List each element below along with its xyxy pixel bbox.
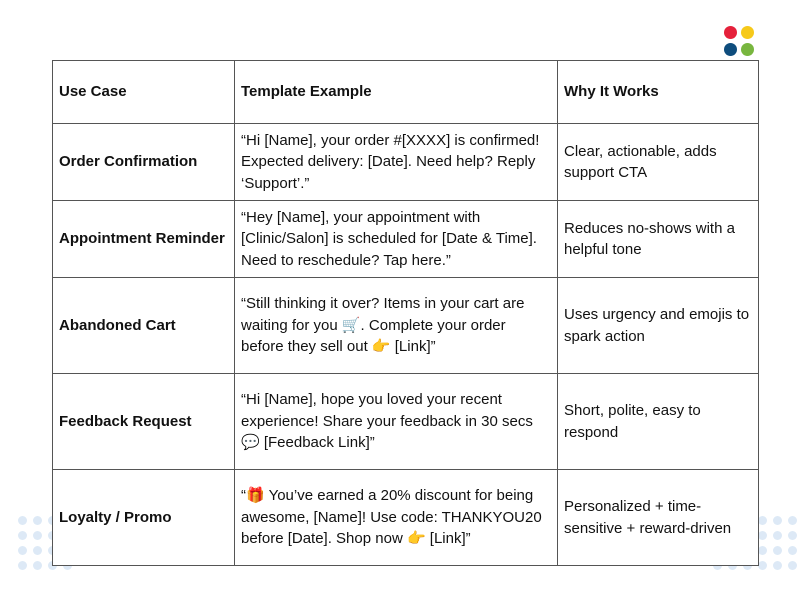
why-cell: Uses urgency and emojis to spark action xyxy=(558,278,759,374)
table-row xyxy=(53,278,759,374)
logo-dot-yellow xyxy=(741,26,754,39)
table-row xyxy=(53,201,759,278)
header-why-it-works: Why It Works xyxy=(558,61,759,124)
use-case-cell: Feedback Request xyxy=(53,374,235,470)
header-template-example: Template Example xyxy=(235,61,558,124)
why-cell: Reduces no-shows with a helpful tone xyxy=(558,201,759,278)
logo-dot-red xyxy=(724,26,737,39)
template-cell: “🎁 You’ve earned a 20% discount for being awesome, [Name]! Use code: THANKYOU20 before [Date]. Shop now 👉 [Link]” xyxy=(235,470,558,566)
table-row xyxy=(53,374,759,470)
template-cell: “Hi [Name], your order #[XXXX] is confirmed! Expected delivery: [Date]. Need help? Reply ‘Support’.” xyxy=(235,124,558,201)
use-case-cell: Order Confirmation xyxy=(53,124,235,201)
use-case-cell: Abandoned Cart xyxy=(53,278,235,374)
use-case-cell: Loyalty / Promo xyxy=(53,470,235,566)
table-header-row xyxy=(53,61,759,124)
template-cell: “Hey [Name], your appointment with [Clinic/Salon] is scheduled for [Date & Time]. Need to reschedule? Tap here.” xyxy=(235,201,558,278)
template-cell: “Hi [Name], hope you loved your recent experience! Share your feedback in 30 secs 💬 [Feedback Link]” xyxy=(235,374,558,470)
sms-templates-table xyxy=(52,60,759,566)
brand-logo xyxy=(724,26,756,58)
template-cell: “Still thinking it over? Items in your cart are waiting for you 🛒. Complete your order before they sell out 👉 [Link]” xyxy=(235,278,558,374)
logo-dot-green xyxy=(741,43,754,56)
use-case-cell: Appointment Reminder xyxy=(53,201,235,278)
logo-dot-blue xyxy=(724,43,737,56)
table-row xyxy=(53,470,759,566)
why-cell: Clear, actionable, adds support CTA xyxy=(558,124,759,201)
header-use-case: Use Case xyxy=(53,61,235,124)
table-row xyxy=(53,124,759,201)
why-cell: Short, polite, easy to respond xyxy=(558,374,759,470)
why-cell: Personalized + time-sensitive + reward-driven xyxy=(558,470,759,566)
